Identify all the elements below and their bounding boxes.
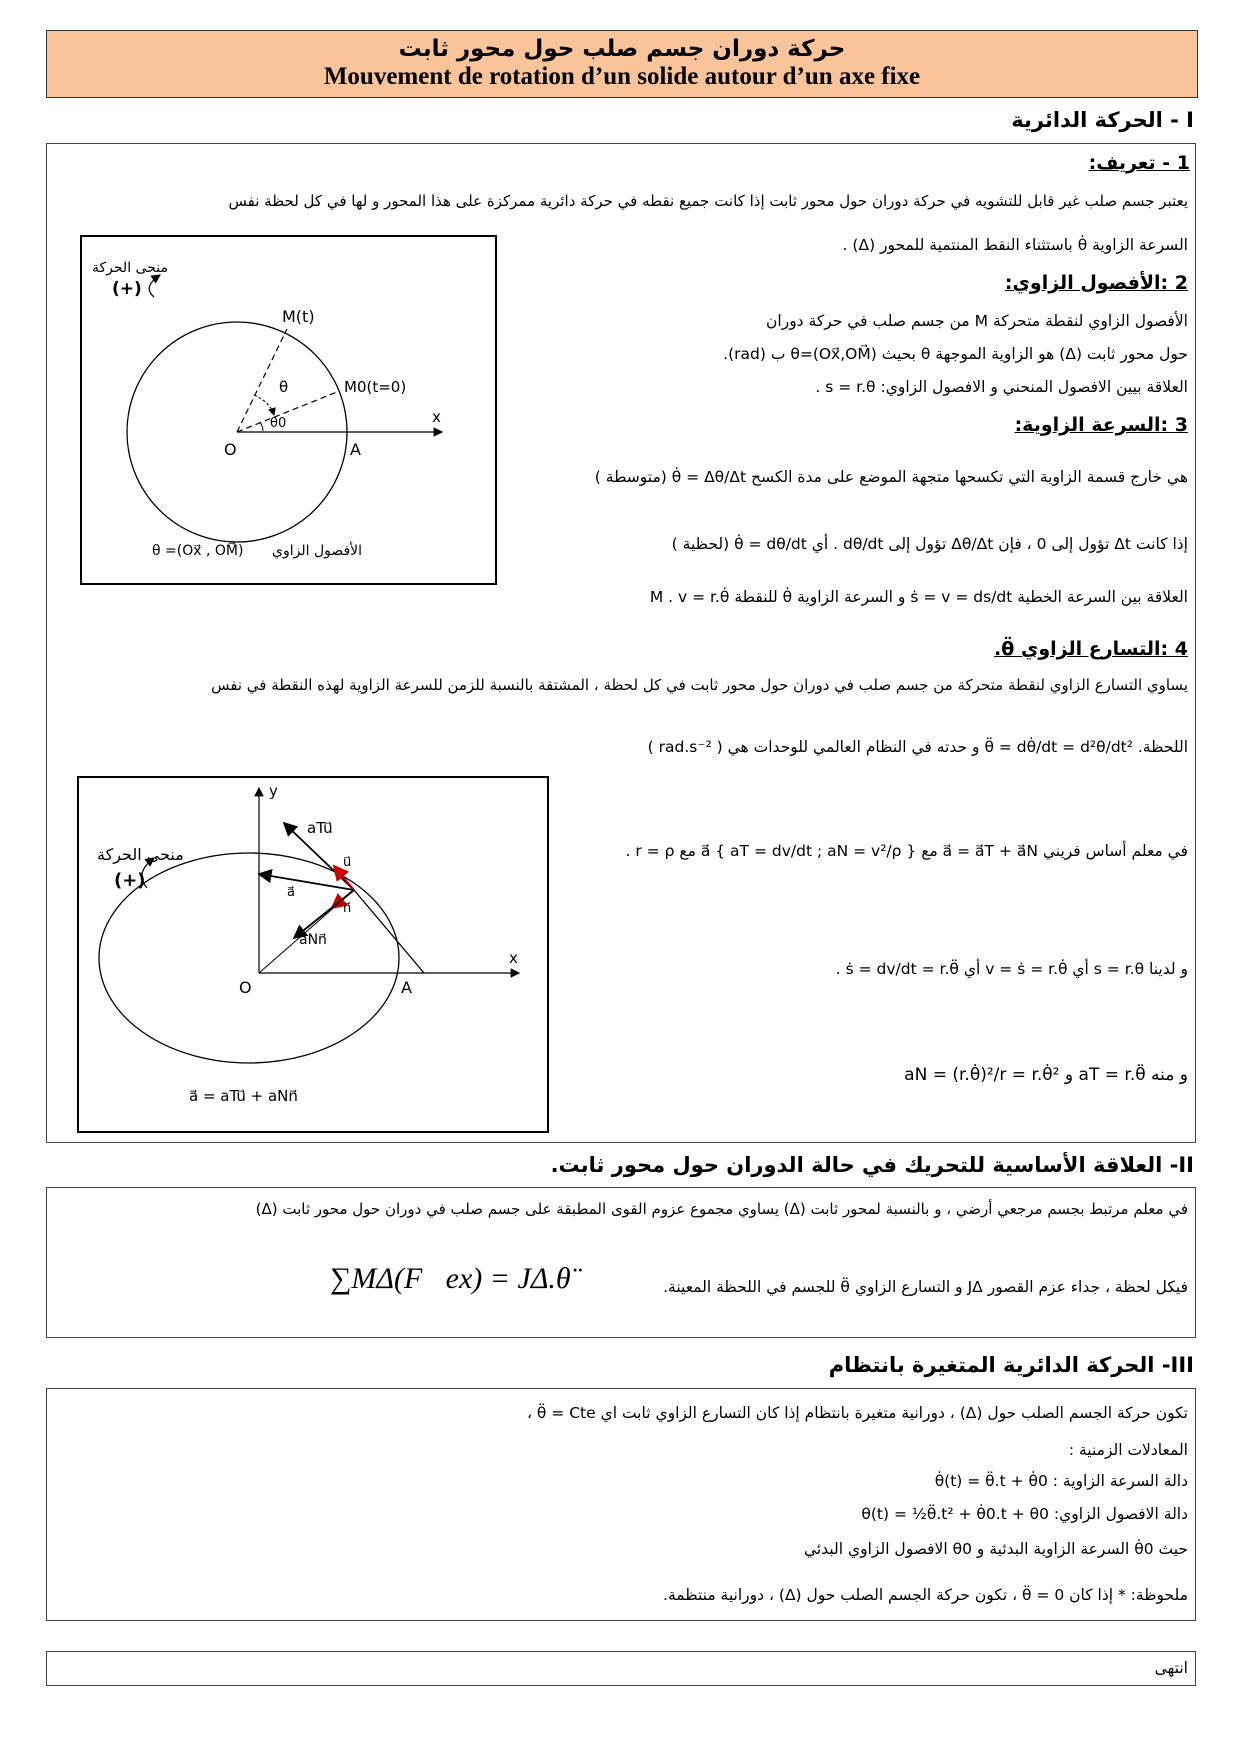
def-line1: يعتبر جسم صلب غير قابل للتشويه في حركة دوران حول محور ثابت إذا كانت جميع نقطه في حركة دائرية ممركزة على هذا المحور و لها في كل لحظة نفس xyxy=(228,192,1188,210)
title-box xyxy=(46,30,1198,98)
figure-angular-abscissa xyxy=(80,235,497,585)
aTu-label: aTu⃗ xyxy=(307,819,333,837)
theta0-arc xyxy=(260,422,263,431)
ladayna-line: و لدينا s = r.θ أي v = ṡ = r.θ̇ أي ṡ = dv/dt = r.θ̈ . xyxy=(835,960,1188,978)
point-A-2: A xyxy=(401,978,412,997)
minhu-line: و منه aT = r.θ̈ و aN = (r.θ̇)²/r = r.θ̇² xyxy=(904,1065,1188,1085)
theta-formula: θ =(Ox⃗ , OM⃗) xyxy=(152,543,244,559)
sub-angular-acceleration: 4 :التسارع الزاوي θ̈. xyxy=(994,638,1188,660)
fundamental-equation: ∑MΔ(F⃗ex) = JΔ.θ̈ xyxy=(330,1262,571,1295)
traj-label-2: منحى الحركة xyxy=(97,845,184,864)
figure1-svg xyxy=(82,237,495,583)
s3-note: ملحوظة: * إذا كان θ̈ = 0 ، تكون حركة الجسم الصلب حول (Δ) ، دورانية منتظمة. xyxy=(663,1586,1188,1604)
s3-line5: حيث θ̇0 السرعة الزاوية البدئية و θ0 الافصول الزاوي البدئي xyxy=(804,1540,1188,1558)
s2-line2: فيكل لحظة ، جداء عزم القصور JΔ و التسارع الزاوي θ̈ للجسم في اللحظة المعينة. xyxy=(663,1278,1188,1296)
a-label: a⃗ xyxy=(287,885,295,900)
section1-heading: I - الحركة الدائرية xyxy=(1011,108,1194,132)
point-M: M(t) xyxy=(282,307,315,326)
point-O: O xyxy=(224,440,237,459)
def-line2: السرعة الزاوية θ̇ باستثناء النقط المنتمية للمحور (Δ) . xyxy=(842,236,1188,254)
direction-arrow xyxy=(149,275,160,297)
aNn-label: aNn⃗ xyxy=(299,932,327,948)
om0-line xyxy=(237,392,337,432)
title-arabic: حركة دوران جسم صلب حول محور ثابت xyxy=(398,36,846,62)
abs-line3: العلاقة بيين الافصول المنحني و الافصول الزاوي: s = r.θ . xyxy=(815,378,1188,396)
figure2-svg xyxy=(79,778,547,1131)
acc-line2: اللحظة. θ̈ = dθ̇/dt = d²θ/dt² و حدته في النظام العالمي للوحدات هي ( rad.s⁻² ) xyxy=(647,738,1188,756)
s3-line2: المعادلات الزمنية : xyxy=(1068,1441,1188,1459)
point-O-2: O xyxy=(239,978,252,997)
accel-formula: a⃗ = aTu⃗ + aNn⃗ xyxy=(189,1087,298,1105)
section2-heading: II- العلاقة الأساسية للتحريك في حالة الدوران حول محور ثابت. xyxy=(550,1153,1194,1177)
section3-heading: III- الحركة الدائرية المتغيرة بانتظام xyxy=(828,1353,1194,1377)
s3-line1: تكون حركة الجسم الصلب حول (Δ) ، دورانية متغيرة بانتظام إذا كان التسارع الزاوي ثابت اي θ̈ = Cte ، xyxy=(526,1404,1188,1422)
theta-arc xyxy=(254,395,274,415)
theta-label: θ xyxy=(279,378,289,396)
tangent-line xyxy=(354,890,424,973)
vel-line2: إذا كانت Δt تؤول إلى 0 ، فإن Δθ/Δt تؤول إلى dθ/dt . أي θ̇ = dθ/dt (لحظية ) xyxy=(671,535,1188,553)
n-label: n⃗ xyxy=(343,901,352,916)
plus-label: (+) xyxy=(112,279,142,299)
footer-box xyxy=(46,1651,1196,1686)
frenet-line: في معلم أساس فريني a⃗ = a⃗T + a⃗N مع a⃗ { aT = dv/dt ; aN = v²/ρ } مع r = ρ . xyxy=(625,842,1188,860)
abs-line2: حول محور ثابت (Δ) هو الزاوية الموجهة θ بحيث θ=(Ox⃗,OM⃗) ب (rad). xyxy=(723,345,1188,363)
end-label: انتهى xyxy=(1154,1659,1188,1677)
sub-angular-velocity: 3 :السرعة الزاوية: xyxy=(1014,414,1188,436)
traj-label: منحى الحركة xyxy=(92,260,168,276)
plus-label-2: (+) xyxy=(114,870,146,891)
abs-label: الأفصول الزاوي xyxy=(272,543,363,559)
u-label: u⃗ xyxy=(343,855,352,870)
point-A: A xyxy=(350,440,361,459)
acc-line1: يساوي التسارع الزاوي لنقطة متحركة من جسم صلب في دوران حول محور ثابت في كل لحظة ، المشتقة بالنسبة للزمن للسرعة الزاوية لهذه النقطة في نفس xyxy=(211,676,1188,694)
sub-angular-abscissa: 2 :الأفصول الزاوي: xyxy=(1004,272,1188,294)
theta0-label: θ0 xyxy=(270,416,287,431)
x-label-2: x xyxy=(509,949,518,967)
s2-line1: في معلم مرتبط بجسم مرجعي أرضي ، و بالنسبة لمحور ثابت (Δ) يساوي مجموع عزوم القوى المطبقة على جسم صلب في دوران حول محور ثابت (Δ) xyxy=(255,1200,1188,1218)
abs-line1: الأفصول الزاوي لنقطة متحركة M من جسم صلب في حركة دوران xyxy=(766,312,1188,330)
vel-line1: هي خارج قسمة الزاوية التي تكسحها متجهة الموضع على مدة الكسح θ̇ = Δθ/Δt (متوسطة ) xyxy=(594,468,1188,486)
s3-line4: دالة الافصول الزاوي: θ(t) = ½θ̈.t² + θ̇0.t + θ0 xyxy=(861,1505,1188,1523)
y-label: y xyxy=(269,782,278,800)
figure-frenet xyxy=(77,776,549,1133)
title-french: Mouvement de rotation d’un solide autour d’un axe fixe xyxy=(323,63,921,90)
s3-line3: دالة السرعة الزاوية : θ̇(t) = θ̈.t + θ̇0 xyxy=(934,1472,1188,1490)
sub-definition: 1 - تعريف: xyxy=(1088,152,1190,174)
point-M0: M0(t=0) xyxy=(344,378,407,396)
vel-line3: العلاقة بين السرعة الخطية ṡ = v = ds/dt و السرعة الزاوية θ̇ للنقطة M . v = r.θ̇ xyxy=(649,588,1188,606)
x-label: x xyxy=(432,408,441,426)
